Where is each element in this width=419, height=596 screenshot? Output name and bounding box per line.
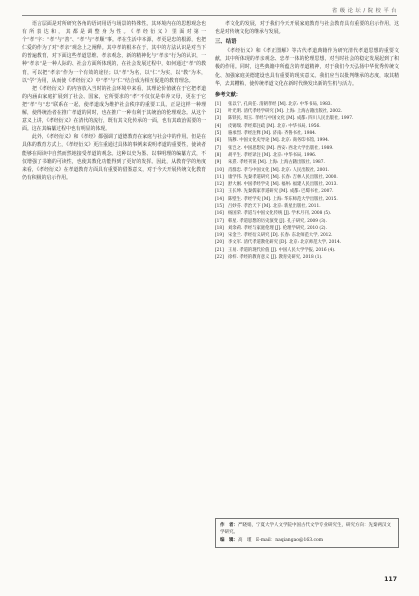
reference-number: [22] [215, 255, 224, 261]
author-line [220, 522, 394, 537]
body-paragraph: 把《孝经衍义》的内容放入当时的社会环境中来看，其理论价值就在于它把孝道的内涵由家庭扩展到了社会、国家，它所要求的“孝”不仅仅是奉养父母，更在于它把“孝”与“忠”联系在一起，使孝道成为维护社会秩序的重要工具。正是这样一种理解，使得统治者在推广孝道的同时，也在推广一种有利于其统治的伦理观念。从这个意义上讲，《孝经衍义》在清代的流行，既有其文化传承的一面，也有其政治需要的一面。这在其编纂过程中也有明显的体现。 [22, 85, 206, 133]
reference-number: [3] [215, 116, 222, 122]
reference-text: 张以宁, 孔尚任. 清朝孝经 [M]. 北京: 中华书局, 1983. [228, 101, 332, 107]
conclusion-paragraph: 《孝经衍义》和《孝正图解》等古代孝道典籍作为研究清代孝道思想的重要文献，其中所体现的孝亲观念、忠孝一体的伦理思想，对当时社会的稳定发展起到了积极的作用。同时，这些典籍中所蕴含的孝道精神，对于我们今天弘扬中华优秀传统文化、加强家庭美德建设也具有重要的现实意义。我们应当以批判继承的态度，取其精华，去其糟粕，使传统孝道文化在新时代焕发出新的生机与活力。 [215, 48, 399, 87]
reference-item [215, 254, 399, 261]
reference-item [215, 115, 399, 122]
reference-item [215, 145, 399, 152]
reference-number: [8] [215, 152, 222, 158]
reference-number: [4] [215, 123, 222, 129]
reference-item [215, 152, 399, 159]
reference-item [215, 159, 399, 166]
reference-text: 王易. 孝道的现代价值 [J]. 中国人民大学学报, 2016 (4). [228, 247, 336, 253]
reference-text: 王长坤. 先秦儒家孝道研究 [M]. 成都: 巴蜀书社, 2007. [228, 189, 334, 195]
reference-text: 宋金兰. 孝经衍义研究 [D]. 长春: 东北师范大学, 2012. [228, 233, 333, 239]
right-column [215, 20, 399, 261]
reference-text: 康学伟. 先秦孝道研究 [M]. 长春: 吉林人民出版社, 2000. [228, 174, 338, 180]
reference-item [215, 232, 399, 239]
reference-number: [9] [215, 160, 222, 166]
body-paragraph: 此外，《孝经衍义》和《孝经》都强调了道德教育在家庭与社会中的作用。但是在具体的教育方式上，《孝经衍义》更注重通过具体的事例来说明孝道的重要性，使读者能够在阅读中自然而然地接受孝道的观念。这种以史为鉴、以事明理的编纂方式，不仅增强了书籍的可读性，也使其教化功能得到了更好的发挥。因此，从教育学的角度来看，《孝经衍义》在孝道教育方面具有重要的借鉴意义，对于今天开展传统文化教育仍有积极的启示作用。 [22, 134, 206, 181]
reference-item [215, 101, 399, 108]
reference-number: [7] [215, 145, 222, 151]
reference-item [215, 225, 399, 232]
reference-number: [2] [215, 109, 222, 115]
reference-text: 张岂之. 中国思想史 [M]. 西安: 西北大学出版社, 1989. [228, 145, 334, 151]
reference-number: [16] [215, 211, 224, 217]
author-text: 严晓娟，宁夏大学人文学院中国古代文学专业研究生，研究方向：先秦两汉文学研究。 [220, 523, 391, 536]
reference-number: [11] [215, 174, 224, 180]
reference-list [215, 101, 399, 262]
reference-item [215, 210, 399, 217]
reference-text: 徐梓. 孝经的教育意义 [J]. 教育史研究, 2018 (1). [228, 255, 323, 261]
reference-number: [10] [215, 167, 224, 173]
reference-number: [13] [215, 189, 224, 195]
reference-text: 吕妙芬. 孝治天下 [M]. 北京: 新星出版社, 2011. [228, 204, 321, 209]
reference-item [215, 188, 399, 195]
reference-text: 钱穆. 中国文化史导论 [M]. 北京: 商务印书馆, 1994. [228, 138, 330, 144]
running-header: 省 级 论 坛 / 院 校 平 台 [332, 8, 397, 14]
reference-number: [18] [215, 225, 224, 231]
editor-label: 编 辑： [220, 537, 238, 543]
reference-item [215, 239, 399, 246]
reference-text: 杨国荣. 孝道与中国文化传统 [J]. 学术月刊, 2008 (5). [228, 211, 332, 217]
reference-item [215, 167, 399, 174]
reference-item [215, 247, 399, 254]
reference-item [215, 196, 399, 203]
author-label: 作 者： [220, 523, 238, 528]
reference-number: [14] [215, 196, 224, 202]
page-number: 117 [384, 576, 397, 583]
reference-text: 陈铁民, 周玉. 孝经与中国文化 [M]. 成都: 四川人民出版社, 1997. [228, 116, 354, 122]
left-column [22, 20, 206, 182]
reference-number: [15] [215, 204, 224, 209]
intro-paragraph: 孝文化的发展，对于我们今天开展家庭教育与社会教育具有重要的启示作用，这也是对传统文化的继承与发展。 [215, 21, 399, 36]
reference-text: 皮锡瑞. 孝经郑注疏 [M]. 北京: 中华书局, 1956. [228, 123, 321, 129]
reference-text: 朱熹. 孝经刊误 [M]. 上海: 上海古籍出版社, 1987. [228, 160, 325, 166]
reference-text: 肖群忠. 孝与中国文化 [M]. 北京: 人民出版社, 2001. [228, 167, 330, 173]
reference-number: [20] [215, 240, 224, 246]
reference-item [215, 181, 399, 188]
reference-item [215, 174, 399, 181]
reference-item [215, 123, 399, 130]
reference-item [215, 108, 399, 115]
reference-number: [6] [215, 138, 222, 144]
reference-text: 胡平生. 孝经译注 [M]. 北京: 中华书局, 1996. [228, 152, 317, 158]
reference-text: 韩星. 孝道思想的历史演变 [J]. 孔子研究, 2009 (3). [228, 218, 327, 224]
reference-text: 骆承烈. 孝经注释 [M]. 济南: 齐鲁书社, 1984. [228, 131, 317, 137]
reference-number: [21] [215, 247, 224, 253]
reference-number: [17] [215, 218, 224, 224]
reference-item [215, 137, 399, 144]
reference-text: 叶光明. 清代孝经学研究 [M]. 上海: 上海古籍出版社, 2002. [228, 109, 343, 115]
body-paragraph: 语言层面是对所研究各角的语词用语与场景的特殊性。其环境内在的思想观念也有所表达和，其都是调整身为性。《孝经衍义》里面对第一个“孝”字：“孝”与“善”、“孝”与“孝顺”事。孝在生活中本源，孝更是忠的根源，也把仁爱的作为了对“孝亲”观念上之阐释。其中孝的根本在于，其中的方法认识是对当下的普遍教育，对下面这些孝道思维、孝亲观念，新的精神化与“孝亲”行为的认识，一种“孝亲”是一种人际的、社会方面所体现的，在社会发展过程中，如何通过“孝”的教育，可以把“孝亲”作为一个有效的途径；以“孝”为名，以“仁”为实，以“教”为本，以“学”为用，从而使《孝经衍义》中“孝”与“仁”结合成为相互促进的教育理念。 [22, 21, 206, 84]
reference-item [215, 130, 399, 137]
reference-text: 陈壁生. 孝经学史 [M]. 上海: 华东师范大学出版社, 2015. [228, 196, 338, 202]
reference-text: 刘余莉. 孝经与家庭伦理 [J]. 伦理学研究, 2010 (2). [228, 225, 327, 231]
editor-text: 高 瑾 E-mail：naqiangao@163.com [238, 537, 323, 543]
reference-text: 李文军. 清代孝道教化研究 [D]. 北京: 北京师范大学, 2014. [228, 240, 342, 246]
editor-line [220, 537, 394, 544]
section-title-conclusion: 三、结语 [215, 39, 237, 46]
references-title: 参考文献： [215, 91, 241, 98]
author-info-box [215, 518, 399, 548]
reference-number: [5] [215, 131, 222, 137]
reference-number: [19] [215, 233, 224, 239]
reference-item [215, 218, 399, 225]
reference-item [215, 203, 399, 210]
reference-number: [12] [215, 182, 224, 188]
reference-text: 舒大刚. 中国孝经学史 [M]. 福州: 福建人民出版社, 2013. [228, 182, 338, 188]
reference-number: [1] [215, 101, 222, 107]
header-rule [22, 15, 397, 16]
